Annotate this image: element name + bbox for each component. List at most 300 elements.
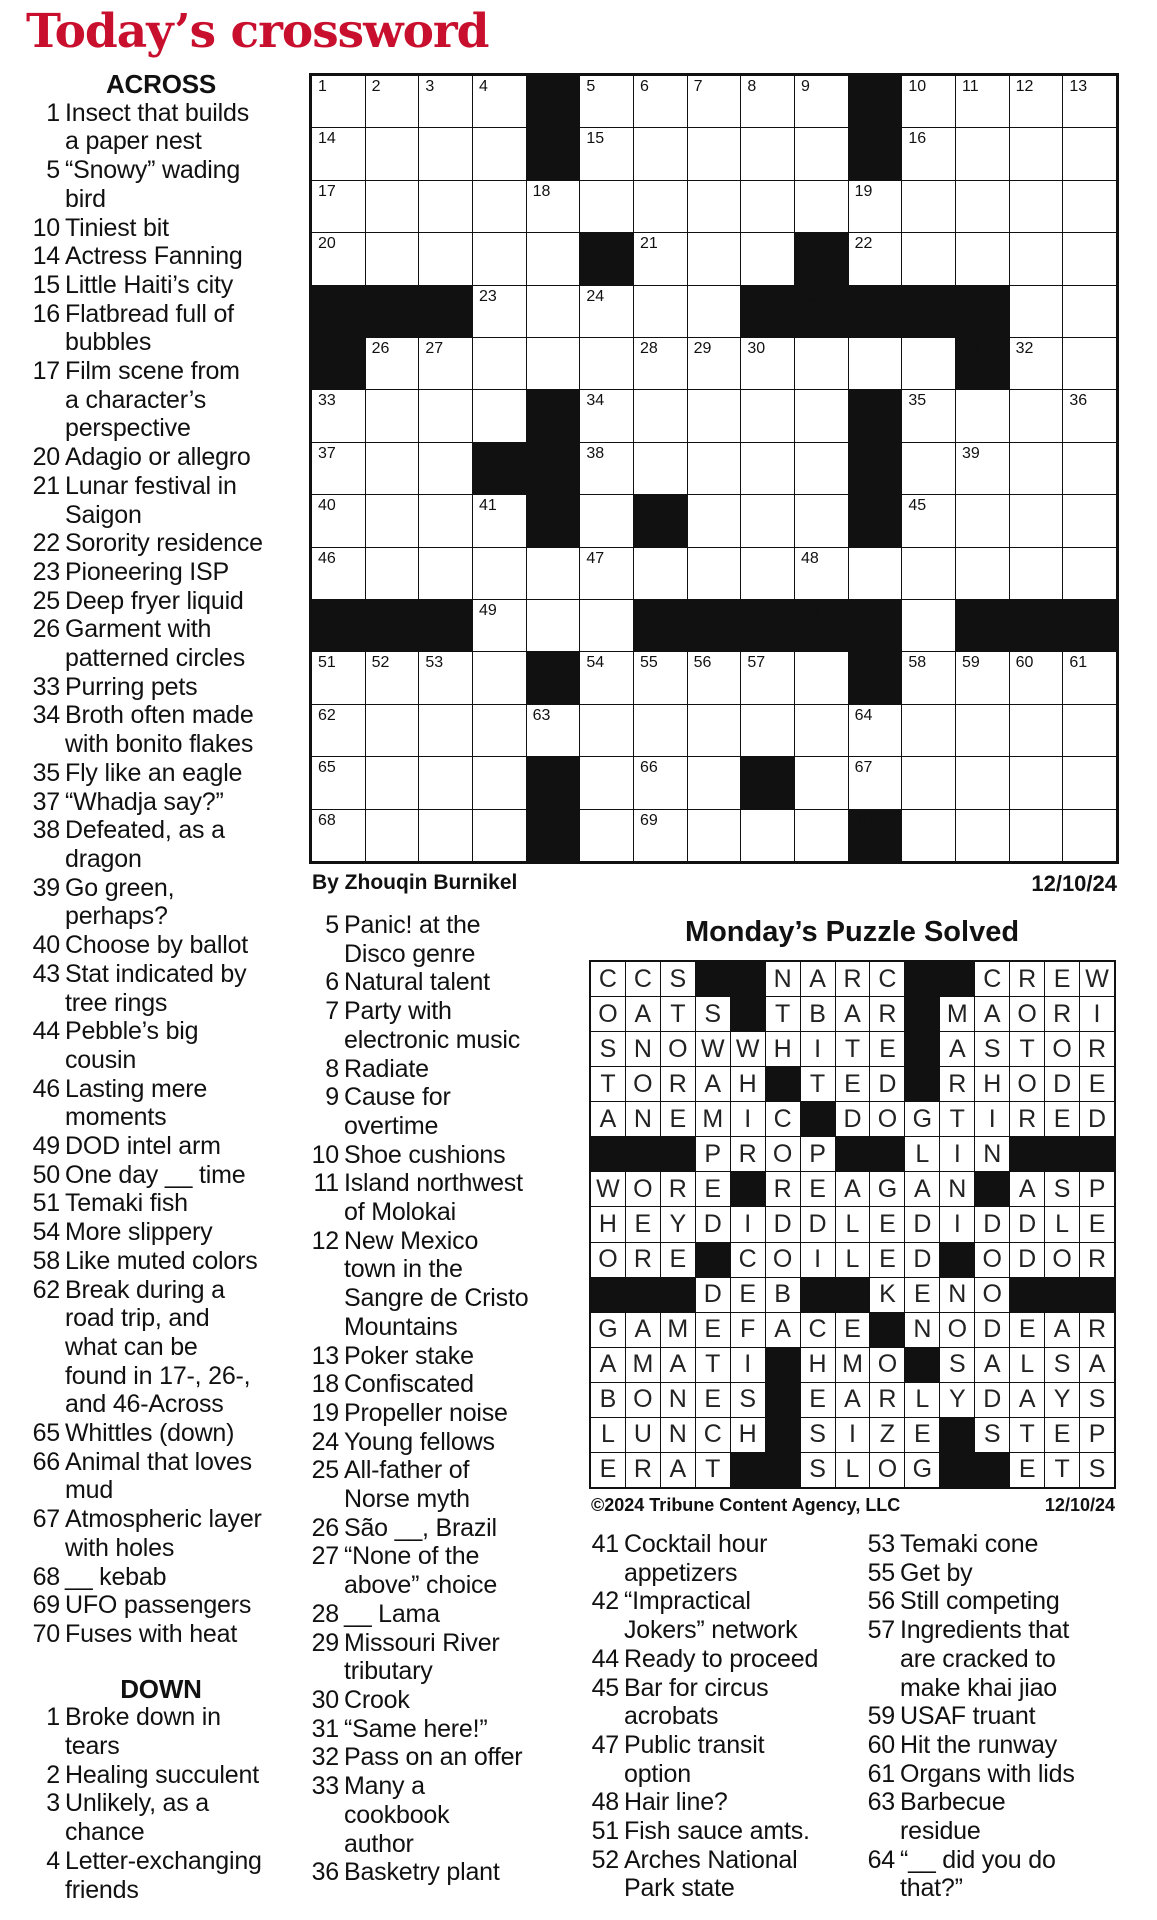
grid-cell[interactable] — [741, 705, 794, 756]
grid-cell[interactable] — [312, 181, 365, 232]
solution-grid — [589, 960, 1116, 1489]
grid-cell[interactable] — [849, 338, 902, 389]
grid-cell[interactable] — [527, 600, 580, 651]
grid-cell[interactable] — [419, 181, 472, 232]
grid-cell[interactable] — [419, 810, 472, 861]
grid-cell[interactable] — [1010, 286, 1063, 337]
grid-cell[interactable] — [580, 652, 633, 703]
down-clue — [26, 1847, 296, 1904]
grid-cell[interactable] — [1010, 233, 1063, 284]
grid-cell[interactable] — [473, 181, 526, 232]
grid-cell[interactable] — [1010, 338, 1063, 389]
grid-cell[interactable] — [902, 181, 955, 232]
grid-cell[interactable] — [527, 181, 580, 232]
grid-cell[interactable] — [688, 390, 741, 441]
grid-cell[interactable] — [527, 338, 580, 389]
clue-text-line: dragon — [65, 844, 142, 873]
solution-letter: E — [1010, 1313, 1044, 1347]
solution-black-square — [731, 1172, 765, 1206]
cell-number: 40 — [318, 497, 336, 515]
clue-text-line: Go green, — [65, 873, 175, 902]
grid-cell[interactable] — [741, 128, 794, 179]
clue-number: 49 — [32, 1132, 60, 1161]
grid-cell[interactable] — [1063, 76, 1116, 127]
clue-number: 42 — [591, 1587, 619, 1616]
grid-cell[interactable] — [580, 128, 633, 179]
grid-cell[interactable] — [366, 443, 419, 494]
grid-cell[interactable] — [580, 390, 633, 441]
clues-column-3 — [585, 1530, 855, 1903]
grid-cell[interactable] — [473, 390, 526, 441]
clue-number: 34 — [32, 701, 60, 730]
grid-cell[interactable] — [956, 233, 1009, 284]
clue-number: 33 — [32, 672, 60, 701]
solution-letter: E — [836, 1067, 870, 1101]
grid-cell[interactable] — [419, 443, 472, 494]
grid-cell[interactable] — [688, 128, 741, 179]
clue-text-line: Panic! at the — [344, 911, 481, 939]
grid-cell[interactable] — [580, 495, 633, 546]
clue-text-line: Film scene from — [65, 357, 240, 386]
solution-letter: N — [661, 1383, 695, 1417]
grid-cell[interactable] — [795, 76, 848, 127]
grid-cell[interactable] — [688, 233, 741, 284]
grid-cell[interactable] — [473, 495, 526, 546]
grid-cell[interactable] — [580, 286, 633, 337]
grid-cell[interactable] — [419, 338, 472, 389]
clue-text-line: Pioneering ISP — [65, 557, 229, 586]
grid-cell[interactable] — [473, 286, 526, 337]
grid-cell[interactable] — [312, 390, 365, 441]
clue-number: 6 — [325, 968, 339, 997]
grid-cell[interactable] — [1063, 443, 1116, 494]
clue-text-line: Whittles (down) — [65, 1419, 235, 1448]
grid-cell[interactable] — [741, 548, 794, 599]
grid-cell[interactable] — [527, 548, 580, 599]
grid-cell[interactable] — [419, 757, 472, 808]
clue-number: 1 — [46, 98, 60, 127]
grid-cell[interactable] — [902, 548, 955, 599]
grid-cell[interactable] — [688, 443, 741, 494]
cell-number: 50 — [801, 602, 819, 619]
grid-cell[interactable] — [795, 495, 848, 546]
grid-cell[interactable] — [366, 390, 419, 441]
grid-cell[interactable] — [419, 76, 472, 127]
black-square — [795, 600, 848, 651]
grid-cell[interactable] — [1063, 548, 1116, 599]
grid-cell[interactable] — [634, 548, 687, 599]
grid-cell[interactable] — [1010, 495, 1063, 546]
clue-number: 10 — [32, 213, 60, 242]
clue-number: 15 — [32, 270, 60, 299]
grid-cell[interactable] — [1063, 181, 1116, 232]
clue-number: 38 — [32, 816, 60, 845]
solution-letter: D — [766, 1207, 800, 1241]
grid-cell[interactable] — [1010, 128, 1063, 179]
grid-cell[interactable] — [795, 128, 848, 179]
grid-cell[interactable] — [419, 495, 472, 546]
cell-number: 64 — [854, 706, 873, 724]
grid-cell[interactable] — [366, 757, 419, 808]
grid-cell[interactable] — [419, 390, 472, 441]
grid-cell[interactable] — [366, 652, 419, 703]
solution-black-square — [696, 1243, 730, 1277]
grid-cell[interactable] — [741, 810, 794, 861]
solution-letter: R — [1010, 1102, 1044, 1136]
down-clue — [585, 1817, 855, 1846]
solution-black-square — [731, 997, 765, 1031]
grid-cell[interactable] — [473, 548, 526, 599]
clue-text-line: bird — [65, 184, 106, 213]
grid-cell[interactable] — [902, 810, 955, 861]
solution-letter: E — [1045, 1418, 1079, 1452]
solution-letter: E — [696, 1383, 730, 1417]
grid-cell[interactable] — [312, 495, 365, 546]
grid-cell[interactable] — [902, 757, 955, 808]
solution-letter: T — [591, 1067, 625, 1101]
grid-cell[interactable] — [688, 705, 741, 756]
grid-cell[interactable] — [849, 705, 902, 756]
grid-cell[interactable] — [1010, 548, 1063, 599]
grid-cell[interactable] — [634, 181, 687, 232]
black-square — [849, 76, 902, 127]
grid-cell[interactable] — [795, 652, 848, 703]
solution-letter: H — [731, 1418, 765, 1452]
grid-cell[interactable] — [366, 548, 419, 599]
clue-text-line: with bonito flakes — [65, 730, 254, 759]
grid-cell[interactable] — [849, 757, 902, 808]
grid-cell[interactable] — [1010, 76, 1063, 127]
grid-cell[interactable] — [312, 757, 365, 808]
solution-letter: M — [661, 1313, 695, 1347]
clue-text-line: “Whadja say?” — [65, 787, 224, 816]
grid-cell[interactable] — [527, 286, 580, 337]
grid-cell[interactable] — [312, 548, 365, 599]
clue-text-line: __ kebab — [65, 1562, 167, 1591]
grid-cell[interactable] — [527, 233, 580, 284]
grid-cell[interactable] — [366, 128, 419, 179]
grid-cell[interactable] — [1063, 286, 1116, 337]
grid-cell[interactable] — [1010, 390, 1063, 441]
grid-cell[interactable] — [956, 128, 1009, 179]
grid-cell[interactable] — [527, 705, 580, 756]
grid-cell[interactable] — [956, 181, 1009, 232]
grid-cell[interactable] — [473, 233, 526, 284]
clue-number: 17 — [32, 357, 60, 386]
crossword-grid[interactable] — [309, 73, 1119, 864]
grid-cell[interactable] — [688, 652, 741, 703]
clue-text-line: São __, Brazil — [344, 1513, 497, 1542]
cell-number: 51 — [318, 654, 336, 672]
solution-letter: O — [940, 1313, 974, 1347]
clue-number: 11 — [313, 1169, 339, 1198]
grid-cell[interactable] — [741, 495, 794, 546]
grid-cell[interactable] — [741, 338, 794, 389]
clue-text-line: Garment with — [65, 615, 212, 644]
grid-cell[interactable] — [902, 652, 955, 703]
clue-text-line: One day __ time — [65, 1160, 246, 1189]
grid-cell[interactable] — [419, 233, 472, 284]
grid-cell[interactable] — [580, 338, 633, 389]
grid-cell[interactable] — [902, 443, 955, 494]
cell-number: 13 — [1069, 78, 1088, 95]
grid-cell[interactable] — [1010, 757, 1063, 808]
down-clue — [585, 1530, 855, 1587]
grid-cell[interactable] — [956, 652, 1009, 703]
cell-number: 66 — [640, 759, 658, 777]
grid-cell[interactable] — [795, 338, 848, 389]
grid-cell[interactable] — [902, 76, 955, 127]
down-clue-list-1 — [26, 1703, 296, 1904]
down-clue — [861, 1559, 1151, 1588]
grid-cell[interactable] — [473, 600, 526, 651]
grid-cell[interactable] — [312, 76, 365, 127]
black-square — [849, 128, 902, 179]
grid-cell[interactable] — [741, 443, 794, 494]
grid-cell[interactable] — [849, 548, 902, 599]
clue-text-line: UFO passengers — [65, 1591, 252, 1620]
clue-text-line: Temaki fish — [65, 1189, 188, 1218]
grid-cell[interactable] — [956, 495, 1009, 546]
down-clue — [305, 1743, 585, 1772]
grid-cell[interactable] — [1063, 705, 1116, 756]
grid-cell[interactable] — [902, 600, 955, 651]
grid-cell[interactable] — [741, 181, 794, 232]
grid-cell[interactable] — [419, 705, 472, 756]
solution-letter: G — [905, 1102, 939, 1136]
grid-cell[interactable] — [419, 128, 472, 179]
grid-cell[interactable] — [1063, 652, 1116, 703]
grid-cell[interactable] — [1063, 338, 1116, 389]
grid-cell[interactable] — [902, 705, 955, 756]
grid-cell[interactable] — [473, 705, 526, 756]
clue-text-line: perspective — [65, 414, 191, 443]
grid-cell[interactable] — [795, 757, 848, 808]
grid-cell[interactable] — [366, 495, 419, 546]
clue-text-line: Sangre de Cristo — [344, 1284, 529, 1313]
solution-black-square — [626, 1278, 660, 1312]
grid-cell[interactable] — [580, 810, 633, 861]
grid-cell[interactable] — [795, 548, 848, 599]
grid-cell[interactable] — [419, 652, 472, 703]
clue-text-line: Fish sauce amts. — [624, 1817, 810, 1846]
grid-cell[interactable] — [366, 233, 419, 284]
grid-cell[interactable] — [688, 757, 741, 808]
grid-cell[interactable] — [580, 600, 633, 651]
grid-cell[interactable] — [312, 128, 365, 179]
grid-cell[interactable] — [1063, 810, 1116, 861]
grid-cell[interactable] — [366, 705, 419, 756]
grid-cell[interactable] — [902, 390, 955, 441]
grid-cell[interactable] — [688, 810, 741, 861]
clue-text-line: overtime — [344, 1111, 439, 1140]
grid-cell[interactable] — [634, 233, 687, 284]
grid-cell[interactable] — [849, 181, 902, 232]
across-clue — [26, 271, 296, 300]
grid-cell[interactable] — [956, 76, 1009, 127]
grid-cell[interactable] — [956, 390, 1009, 441]
cell-number: 60 — [1015, 654, 1034, 672]
grid-cell[interactable] — [688, 548, 741, 599]
solution-letter: P — [696, 1137, 730, 1171]
solution-letter: O — [591, 997, 625, 1031]
grid-cell[interactable] — [795, 390, 848, 441]
clue-text-line: Like muted colors — [65, 1246, 258, 1275]
grid-cell[interactable] — [688, 338, 741, 389]
grid-cell[interactable] — [366, 338, 419, 389]
clue-text-line: Lasting mere — [65, 1074, 208, 1103]
grid-cell[interactable] — [741, 652, 794, 703]
grid-cell[interactable] — [1063, 128, 1116, 179]
clue-text-line: Ingredients that — [900, 1616, 1070, 1645]
grid-cell[interactable] — [741, 76, 794, 127]
solution-letter: P — [1080, 1172, 1114, 1206]
across-clue — [26, 1505, 296, 1562]
grid-cell[interactable] — [741, 233, 794, 284]
grid-cell[interactable] — [634, 652, 687, 703]
black-square — [473, 443, 526, 494]
grid-cell[interactable] — [580, 548, 633, 599]
clue-text-line: Propeller noise — [344, 1398, 508, 1427]
grid-cell[interactable] — [312, 652, 365, 703]
grid-cell[interactable] — [741, 390, 794, 441]
grid-cell[interactable] — [366, 181, 419, 232]
cell-number: 28 — [640, 340, 658, 357]
grid-cell[interactable] — [634, 810, 687, 861]
cell-number: 35 — [908, 392, 927, 410]
black-square — [527, 757, 580, 808]
down-clue — [585, 1731, 855, 1788]
solution-black-square — [1080, 1278, 1114, 1312]
clue-number: 4 — [46, 1846, 60, 1875]
clue-text-line: appetizers — [624, 1558, 738, 1587]
grid-cell[interactable] — [902, 495, 955, 546]
grid-cell[interactable] — [634, 128, 687, 179]
solution-letter: G — [591, 1313, 625, 1347]
clue-text-line: found in 17-, 26-, — [65, 1361, 251, 1390]
grid-cell[interactable] — [473, 810, 526, 861]
grid-cell[interactable] — [902, 128, 955, 179]
grid-cell[interactable] — [688, 181, 741, 232]
grid-cell[interactable] — [956, 757, 1009, 808]
grid-cell[interactable] — [312, 443, 365, 494]
solution-black-square — [905, 1067, 939, 1101]
grid-cell[interactable] — [580, 76, 633, 127]
grid-cell[interactable] — [795, 810, 848, 861]
across-clue — [26, 615, 296, 672]
grid-cell[interactable] — [849, 233, 902, 284]
grid-cell[interactable] — [902, 338, 955, 389]
grid-cell[interactable] — [795, 443, 848, 494]
clue-text-line: perhaps? — [65, 902, 168, 931]
grid-cell[interactable] — [1063, 390, 1116, 441]
cell-number: 27 — [425, 340, 444, 357]
grid-cell[interactable] — [419, 548, 472, 599]
grid-cell[interactable] — [688, 76, 741, 127]
grid-cell[interactable] — [795, 705, 848, 756]
grid-cell[interactable] — [956, 548, 1009, 599]
grid-cell[interactable] — [902, 233, 955, 284]
grid-cell[interactable] — [634, 286, 687, 337]
solution-letter: C — [870, 962, 904, 996]
grid-cell[interactable] — [473, 757, 526, 808]
grid-cell[interactable] — [366, 76, 419, 127]
grid-cell[interactable] — [473, 652, 526, 703]
grid-cell[interactable] — [580, 757, 633, 808]
cell-number: 20 — [318, 235, 336, 253]
clue-text-line: Island northwest — [344, 1169, 523, 1198]
solution-letter: T — [1010, 1032, 1044, 1066]
grid-cell[interactable] — [312, 705, 365, 756]
grid-cell[interactable] — [366, 810, 419, 861]
clue-text-line: Pass on an offer — [344, 1743, 523, 1772]
grid-cell[interactable] — [1063, 495, 1116, 546]
cell-number: 10 — [908, 78, 927, 95]
clue-number: 12 — [311, 1226, 339, 1255]
grid-cell[interactable] — [1010, 443, 1063, 494]
cell-number: 56 — [693, 654, 712, 672]
grid-cell[interactable] — [956, 443, 1009, 494]
solution-letter: D — [975, 1383, 1009, 1417]
down-clue — [305, 1772, 585, 1858]
black-square — [795, 286, 848, 337]
down-clue-list-4 — [861, 1530, 1151, 1903]
grid-cell[interactable] — [580, 443, 633, 494]
grid-cell[interactable] — [1063, 233, 1116, 284]
grid-cell[interactable] — [688, 495, 741, 546]
grid-cell[interactable] — [473, 76, 526, 127]
grid-cell[interactable] — [1063, 757, 1116, 808]
grid-cell[interactable] — [1010, 705, 1063, 756]
cell-number: 21 — [640, 235, 658, 253]
solution-letter: R — [626, 1243, 660, 1277]
cell-number: 65 — [318, 759, 336, 777]
grid-cell[interactable] — [634, 390, 687, 441]
clue-text-line: Arches National — [624, 1845, 798, 1874]
grid-cell[interactable] — [795, 181, 848, 232]
grid-cell[interactable] — [473, 338, 526, 389]
clue-text-line: Flatbread full of — [65, 299, 234, 328]
grid-cell[interactable] — [634, 443, 687, 494]
grid-cell[interactable] — [473, 128, 526, 179]
grid-cell[interactable] — [580, 181, 633, 232]
grid-cell[interactable] — [1010, 652, 1063, 703]
grid-cell[interactable] — [312, 810, 365, 861]
grid-cell[interactable] — [956, 810, 1009, 861]
clue-text-line: Unlikely, as a — [65, 1789, 210, 1818]
solution-black-square — [870, 1137, 904, 1171]
grid-cell[interactable] — [634, 338, 687, 389]
grid-cell[interactable] — [1010, 181, 1063, 232]
grid-cell[interactable] — [688, 286, 741, 337]
grid-cell[interactable] — [1010, 810, 1063, 861]
clue-text-line: Lunar festival in — [65, 471, 237, 500]
across-clue — [26, 1620, 296, 1649]
grid-cell[interactable] — [956, 705, 1009, 756]
grid-cell[interactable] — [580, 705, 633, 756]
down-clue — [305, 1629, 585, 1686]
black-square — [902, 286, 955, 337]
grid-cell[interactable] — [634, 757, 687, 808]
cell-number: 53 — [425, 654, 444, 672]
grid-cell[interactable] — [312, 233, 365, 284]
clue-number: 24 — [311, 1427, 339, 1456]
clue-text-line: that?” — [900, 1874, 963, 1903]
grid-cell[interactable] — [634, 705, 687, 756]
clue-number: 16 — [32, 299, 60, 328]
down-clue — [305, 1083, 585, 1140]
grid-cell[interactable] — [634, 76, 687, 127]
